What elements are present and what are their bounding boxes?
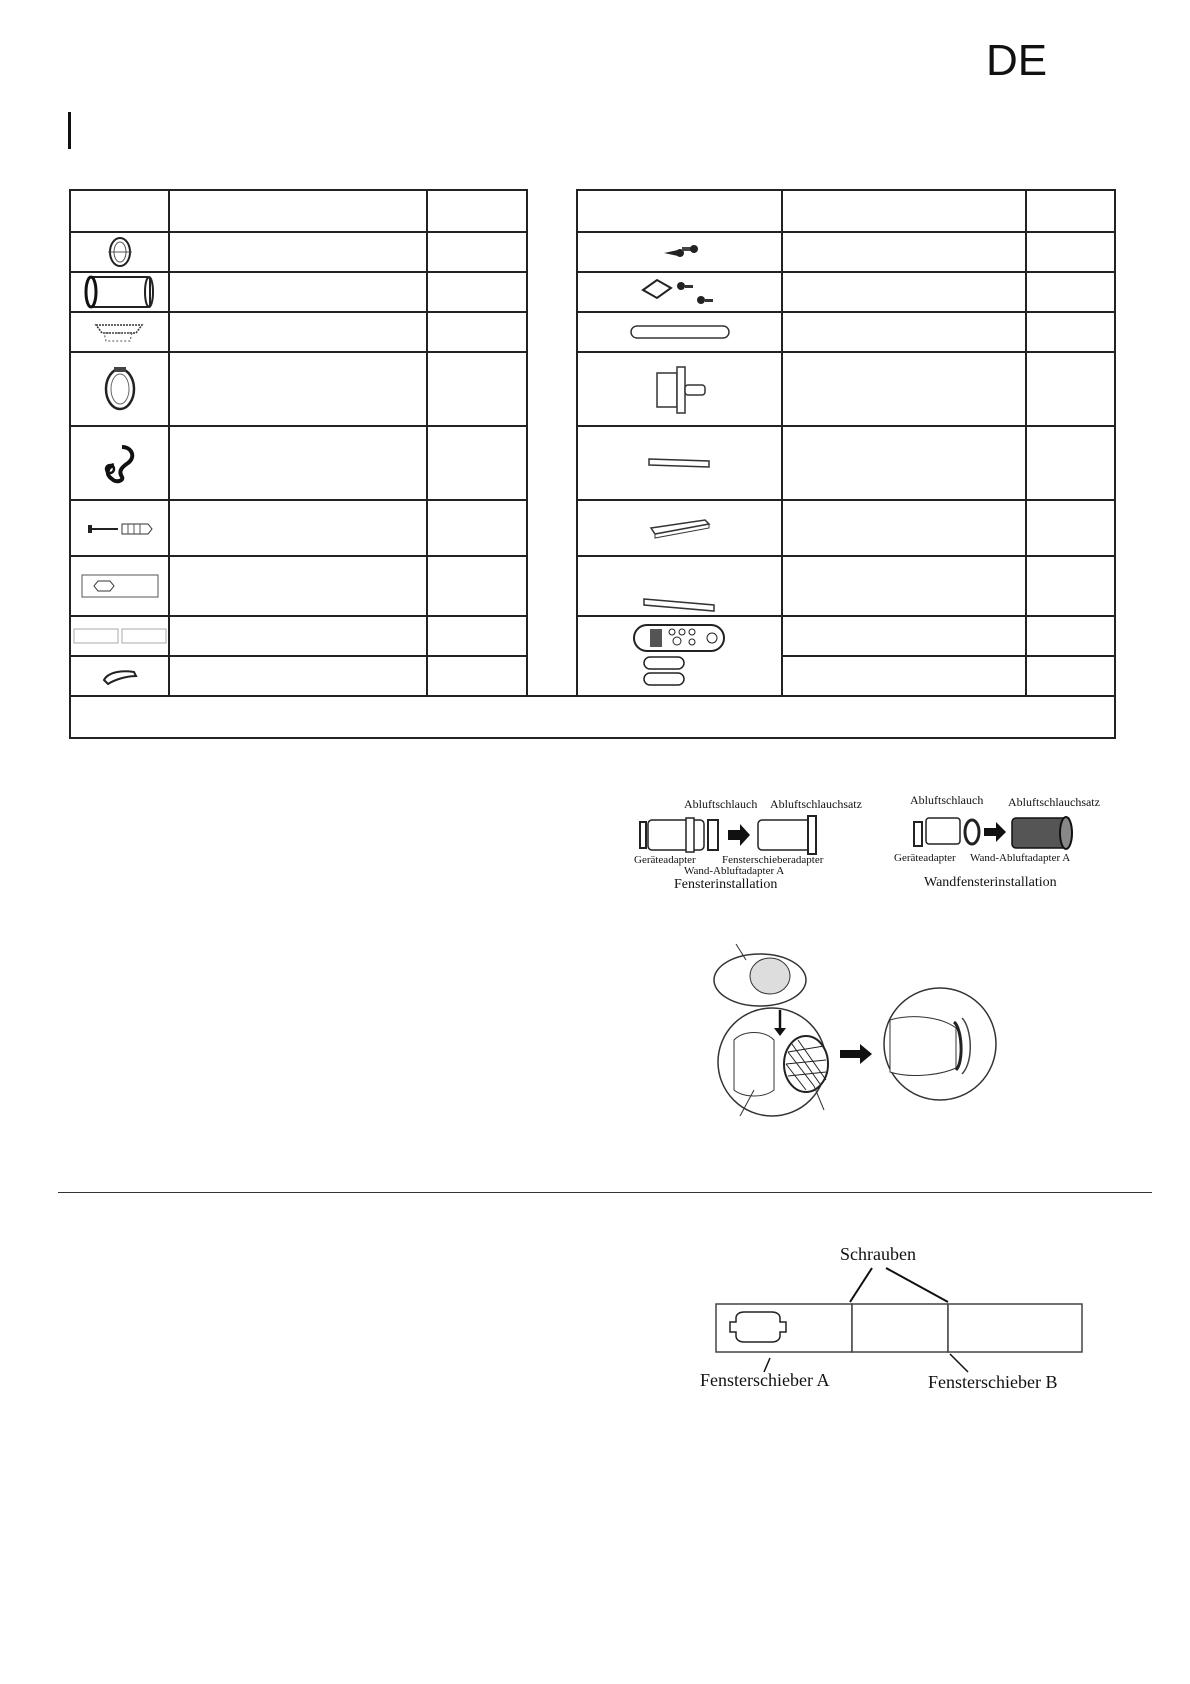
label-wall-adapter-wall: Wand-Abluftadapter A [970,852,1071,864]
table-footer-row [70,696,1115,738]
table-row [70,556,1115,616]
label-slider-b: Fensterschieber B [928,1372,1058,1390]
exhaust-hose-icon [82,273,158,311]
label-slider-a: Fensterschieber A [700,1370,830,1390]
window-slider-figure [690,1240,1110,1390]
rod-icon [625,321,735,343]
table-row [70,616,1115,656]
label-hose-set-wall: Abluftschlauchsatz [1008,795,1100,809]
remote-control-icon [630,621,730,691]
section-marker [68,112,71,149]
table-row [70,352,1115,426]
bracket-screws-icon [637,276,723,308]
caption-wall-install: Wandfensterinstallation [924,875,1057,890]
table-row [70,500,1115,556]
label-device-adapter: Geräteadapter [634,854,696,866]
long-strip-icon [638,593,722,615]
label-window-adapter: Fensterschieberadapter [722,854,824,866]
label-device-adapter-wall: Geräteadapter [894,852,956,864]
wall-bracket-icon [92,319,148,345]
seal-strip-icon [645,455,715,471]
screw-anchor-icon [84,519,156,537]
label-hose-wall: Abluftschlauch [910,793,984,807]
label-wall-adapter: Wand-Abluftadapter A [684,865,785,877]
section-divider [58,1192,1152,1193]
foam-strip-icon [645,516,715,540]
wall-install-diagram [894,793,1100,890]
ring-adapter-icon [105,236,135,268]
screws-icon [660,239,700,265]
table-row [70,426,1115,500]
table-row [70,272,1115,312]
slider-strips-icon [72,627,168,645]
table-row [70,232,1115,272]
window-install-diagram [634,797,862,890]
language-code: DE [986,36,1048,85]
clip-icon [100,666,140,686]
window-adapter-icon [98,363,142,415]
slider-b [948,1304,1082,1352]
label-screws: Schrauben [840,1244,916,1264]
caption-window-install: Fensterinstallation [674,877,778,890]
adapter-attach-figure [700,940,1000,1120]
hose-installation-figure [628,790,1108,890]
drain-connector-icon [645,361,715,417]
hose-opening-icon [730,1312,786,1342]
window-slider-panel-icon [80,571,160,601]
label-hose: Abluftschlauch [684,797,758,811]
parts-table [69,189,1116,739]
slider-middle [852,1304,948,1352]
table-header-row [70,190,1115,232]
label-hose-set: Abluftschlauchsatz [770,797,862,811]
hook-icon [98,441,142,485]
table-row [70,312,1115,352]
